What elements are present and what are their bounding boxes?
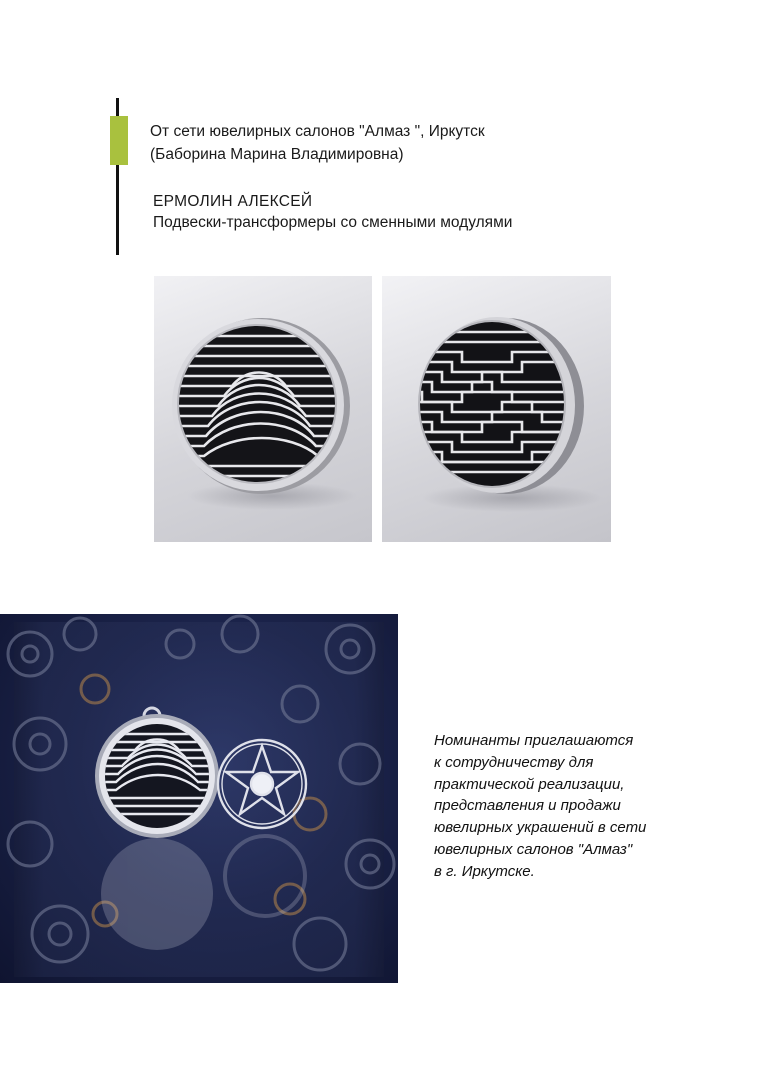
author-name: ЕРМОЛИН АЛЕКСЕЙ (153, 193, 313, 210)
note-line: практической реализации, (434, 775, 625, 793)
note-line: Номинанты приглашаются (434, 732, 634, 749)
nominees-invitation-note (434, 730, 734, 883)
photo-pendant-wave (154, 276, 372, 542)
photo-pendants-on-gears (0, 614, 398, 983)
photo-pendant-maze (382, 276, 611, 542)
note-line: в г. Иркутске. (434, 862, 535, 880)
organizer-line-1: От сети ювелирных салонов "Алмаз ", Иркутск (150, 123, 485, 140)
note-line: ювелирных салонов "Алмаз" (434, 840, 633, 858)
header-accent-bar (110, 116, 128, 165)
work-title: Подвески-трансформеры со сменными модулями (153, 214, 513, 231)
note-line: ювелирных украшений в сети (434, 819, 647, 837)
note-line: представления и продажи (434, 797, 621, 815)
organizer-line-2: (Баборина Марина Владимировна) (150, 146, 404, 163)
note-line: к сотрудничеству для (434, 753, 594, 771)
